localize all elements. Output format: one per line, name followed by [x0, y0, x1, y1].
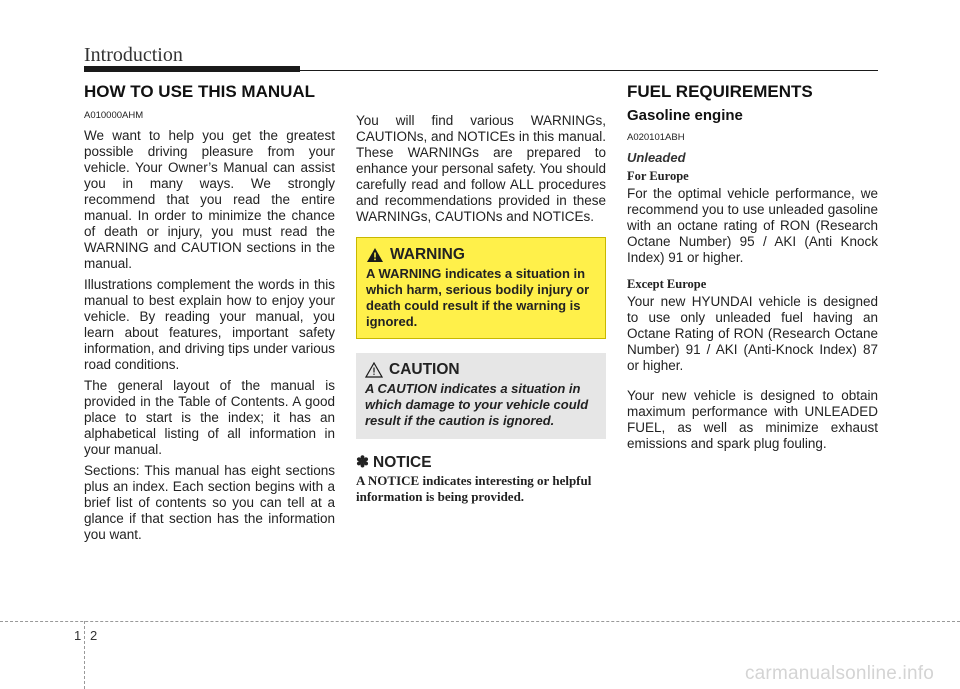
paragraph: The general layout of the manual is provided in the Table of Contents. A good place to start is the index; it has an alphabetical listing of all information in your manual. — [84, 378, 335, 457]
notice-star-icon: ✽ — [356, 454, 369, 471]
left-column — [84, 84, 335, 548]
warning-box — [356, 237, 606, 339]
warning-text: A WARNING indicates a situation in which harm, serious bodily injury or death could result if the warning is ignored. — [366, 266, 590, 329]
chapter-number: 1 — [74, 628, 82, 643]
middle-column — [356, 113, 606, 505]
warning-title: WARNING — [390, 246, 465, 263]
caution-text: A CAUTION indicates a situation in which damage to your vehicle could result if the caution is ignored. — [365, 381, 589, 428]
notice-header — [356, 455, 606, 471]
caution-header — [365, 362, 597, 378]
footer-divider — [84, 621, 85, 689]
paragraph: Your new vehicle is designed to obtain maximum performance with UNLEADED FUEL, as well as minimize exhaust emissions and spark plug fouling. — [627, 388, 878, 451]
heading-for-europe: For Europe — [627, 169, 689, 183]
paragraph: Illustrations complement the words in this manual to best explain how to enjoy your vehicle. By reading your manual, you learn about features, important safety information, and driving tips under various road conditions. — [84, 277, 335, 372]
caution-triangle-icon — [365, 362, 383, 378]
warning-triangle-icon — [366, 247, 384, 263]
paragraph: We want to help you get the greatest possible driving pleasure from your vehicle. Your Owner’s Manual can assist you in many ways. We strongly recommend that you read the entire manual. In order to minimize the chance of death or injury, you must read the WARNING and CAUTION sections in the manual. — [84, 128, 335, 271]
section-heading-fuel: FUEL REQUIREMENTS — [627, 82, 813, 101]
label-unleaded: Unleaded — [627, 150, 686, 165]
notice-text: A NOTICE indicates interesting or helpful information is being provided. — [356, 473, 592, 504]
section-heading-how-to-use: HOW TO USE THIS MANUAL — [84, 82, 316, 101]
header-rule-thick — [84, 66, 300, 72]
notice-title: NOTICE — [373, 454, 432, 471]
page-header-title: Introduction — [84, 44, 183, 66]
warning-header — [366, 247, 596, 263]
paragraph: You will find various WARNINGs, CAUTIONs, and NOTICEs in this manual. These WARNINGs are prepared to enhance your personal safety. You should carefully read and follow ALL procedures and recommendations provided in these WARNINGs, CAUTIONs and NOTICEs. — [356, 113, 606, 224]
caution-title: CAUTION — [389, 361, 460, 378]
subheading-gasoline: Gasoline engine — [627, 107, 743, 124]
reference-code: A020101ABH — [627, 132, 685, 143]
paragraph: Your new HYUNDAI vehicle is designed to use only unleaded fuel having an Octane Rating of RON (Research Octane Number) 91 / AKI (Anti-Knock Index) 87 or higher. — [627, 294, 878, 373]
caution-box — [356, 353, 606, 439]
reference-code: A010000AHM — [84, 110, 144, 121]
paragraph: For the optimal vehicle performance, we recommend you to use unleaded gasoline with an octane rating of RON (Research Octane Number) 95 / AKI (Anti Knock Index) 91 or higher. — [627, 186, 878, 265]
watermark: carmanualsonline.info — [744, 663, 934, 684]
paragraph: Sections: This manual has eight sections plus an index. Each section begins with a brief list of contents so you can tell at a glance if that section has the information you want. — [84, 463, 335, 542]
footer-rule — [0, 621, 960, 623]
page-number: 2 — [90, 628, 98, 643]
header-rule-thin — [300, 70, 878, 71]
heading-except-europe: Except Europe — [627, 277, 707, 291]
right-column — [627, 84, 878, 457]
